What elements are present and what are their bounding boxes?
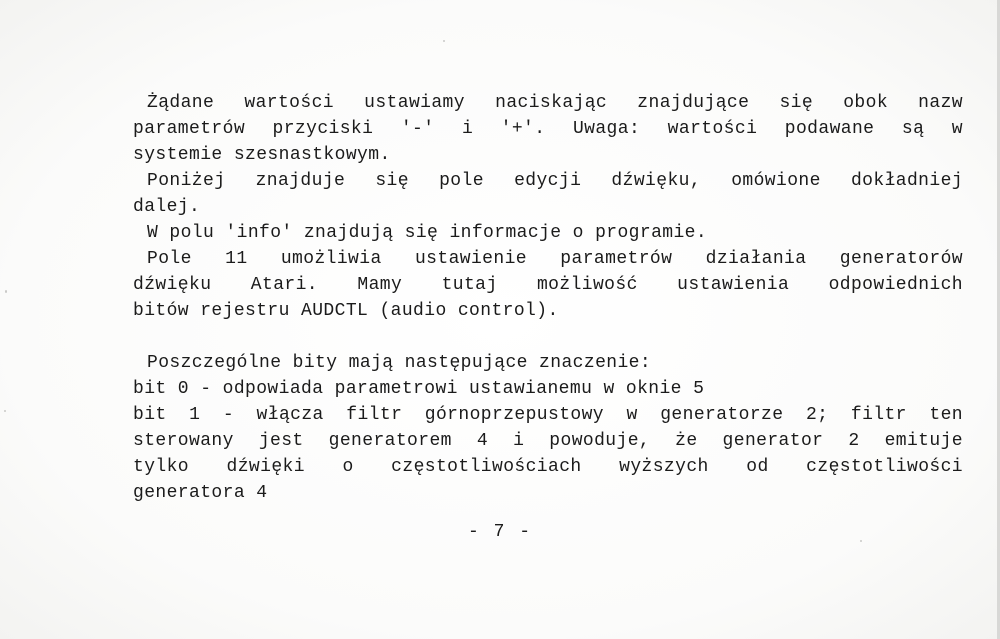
text-line: systemie szesnastkowym. <box>133 145 391 165</box>
text-line: dalej. <box>133 197 201 217</box>
paragraph-gap <box>133 324 963 350</box>
document-body <box>133 90 963 506</box>
text-line: Poniżej znajduje się pole edycji dźwięku, omówione dokładniej <box>147 171 963 191</box>
text-line: bit 1 - włącza filtr górnoprzepustowy w generatorze 2; filtr ten <box>133 405 963 425</box>
text-line: parametrów przyciski '-' i '+'. Uwaga: wartości podawane są w <box>133 119 963 139</box>
text-line: Poszczególne bity mają następujące znaczenie: <box>147 353 652 373</box>
text-line: bit 0 - odpowiada parametrowi ustawianemu w oknie 5 <box>133 379 705 399</box>
scan-speck <box>4 410 6 412</box>
scan-speck <box>443 40 445 42</box>
text-line: dźwięku Atari. Mamy tutaj możliwość ustawienia odpowiednich <box>133 275 963 295</box>
page-number: - 7 - <box>467 522 532 542</box>
text-line: sterowany jest generatorem 4 i powoduje, że generator 2 emituje <box>133 431 963 451</box>
text-line: Pole 11 umożliwia ustawienie parametrów działania generatorów <box>147 249 963 269</box>
scan-speck <box>5 290 7 293</box>
text-line: tylko dźwięki o częstotliwościach wyższych od częstotliwości <box>133 457 963 477</box>
text-line: W polu 'info' znajdują się informacje o programie. <box>147 223 708 243</box>
text-line: bitów rejestru AUDCTL (audio control). <box>133 301 559 321</box>
text-line: generatora 4 <box>133 483 268 503</box>
text-line: Żądane wartości ustawiamy naciskając znajdujące się obok nazw <box>147 93 963 113</box>
